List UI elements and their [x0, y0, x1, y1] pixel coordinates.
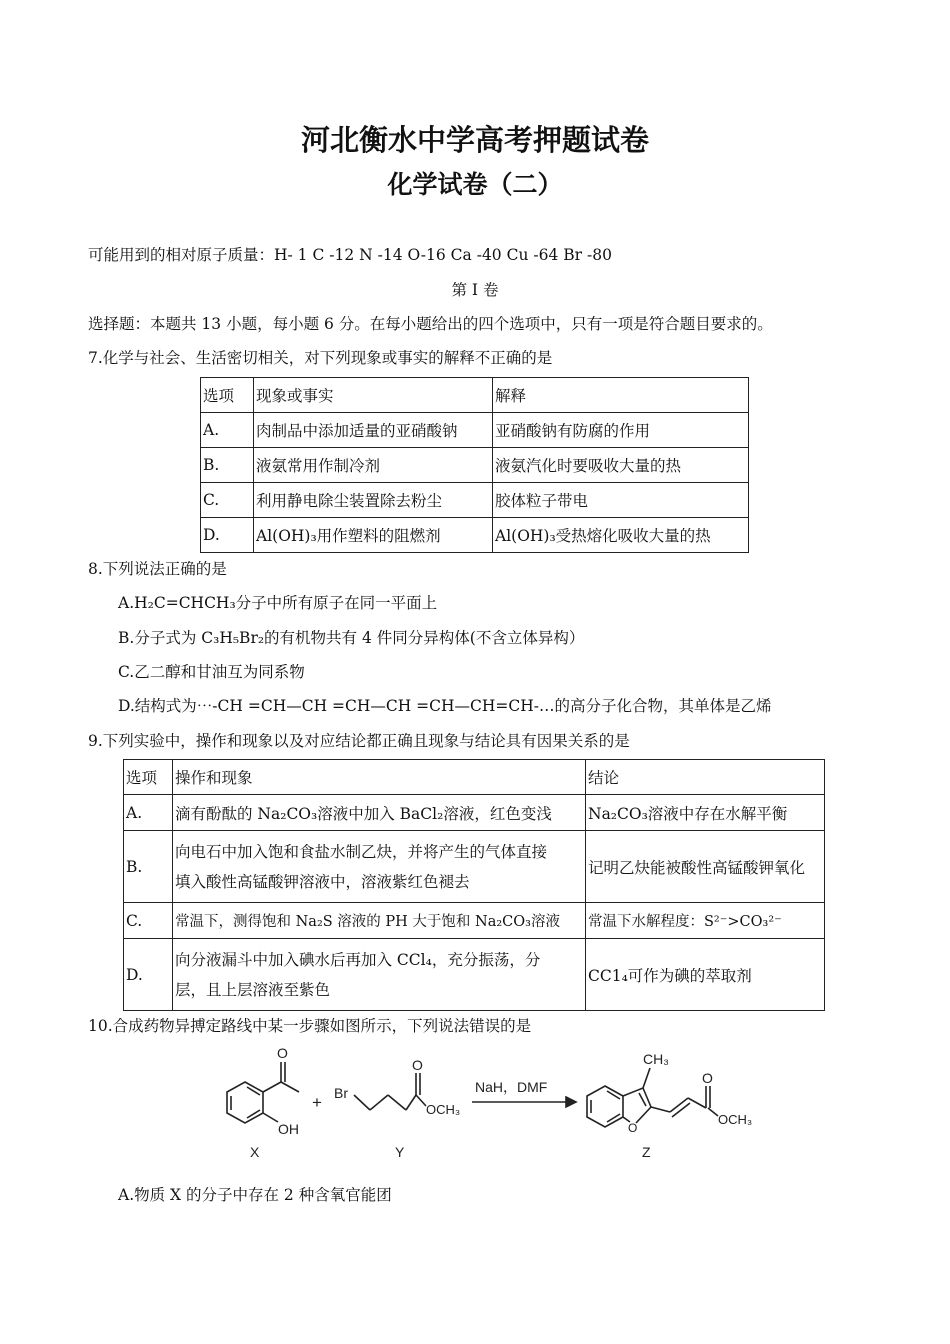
y-br-label: Br [334, 1085, 348, 1101]
y-carbonyl-o: O [412, 1057, 423, 1073]
table-cell: 液氨汽化时要吸收大量的热 [493, 448, 749, 483]
table-cell [173, 831, 586, 903]
q8-option-a: A.H₂C=CHCH₃分子中所有原子在同一平面上 [118, 594, 438, 612]
volume-label: 第 I 卷 [451, 281, 499, 299]
table-cell: 解释 [493, 378, 749, 413]
table-row [201, 378, 749, 413]
q8-option-b: B.分子式为 C₃H₅Br₂的有机物共有 4 件同分异构体(不含立体异构） [118, 629, 585, 647]
table-cell: 操作和现象 [173, 760, 586, 795]
table-cell: 胶体粒子带电 [493, 483, 749, 518]
table-cell: Al(OH)₃受热熔化吸收大量的热 [493, 518, 749, 553]
table-row [124, 831, 825, 903]
table-cell: C. [124, 903, 173, 939]
table-cell: 现象或事实 [254, 378, 493, 413]
table-row [124, 939, 825, 1011]
cell-line: 向电石中加入饱和食盐水制乙炔，并将产生的气体直接 [175, 842, 548, 861]
z-methyl-label: CH₃ [643, 1051, 669, 1067]
molecule-y [334, 1057, 460, 1160]
z-label: Z [642, 1144, 651, 1160]
molecule-z [587, 1051, 752, 1160]
reaction-arrow [472, 1079, 576, 1107]
table-cell: 选项 [124, 760, 173, 795]
q10-stem: 10.合成药物异搏定路线中某一步骤如图所示，下列说法错误的是 [88, 1017, 532, 1035]
table-cell: D. [124, 939, 173, 1011]
table-cell: A. [201, 413, 254, 448]
x-oh-label: OH [278, 1121, 299, 1137]
table-cell: D. [201, 518, 254, 553]
reaction-scheme [210, 1040, 790, 1170]
cell-line: 填入酸性高锰酸钾溶液中，溶液紫红色褪去 [175, 872, 470, 891]
z-carbonyl-o: O [702, 1070, 713, 1086]
table-cell: CC1₄可作为碘的萃取剂 [586, 939, 825, 1011]
q9-stem: 9.下列实验中，操作和现象以及对应结论都正确且现象与结论具有因果关系的是 [88, 732, 630, 750]
plus-sign: + [312, 1093, 322, 1112]
table-cell [173, 939, 586, 1011]
atomic-masses: 可能用到的相对原子质量：H- 1 C -12 N -14 O-16 Ca -40 Cu -64 Br -80 [88, 246, 612, 264]
x-label: X [250, 1144, 260, 1160]
x-carbonyl-o: O [277, 1045, 288, 1061]
table-cell: 亚硝酸钠有防腐的作用 [493, 413, 749, 448]
instructions: 选择题：本题共 13 小题，每小题 6 分。在每小题给出的四个选项中，只有一项是符合题目要求的。 [88, 315, 773, 333]
q7-stem: 7.化学与社会、生活密切相关，对下列现象或事实的解释不正确的是 [88, 349, 553, 367]
cell-line: 向分液漏斗中加入碘水后再加入 CCl₄，充分振荡，分 [175, 950, 541, 969]
q8-option-c: C.乙二醇和甘油互为同系物 [118, 663, 305, 681]
table-row [124, 795, 825, 831]
q7-table [200, 377, 749, 553]
q8-option-d: D.结构式为⋯-CH =CH—CH =CH—CH =CH—CH=CH-…的高分子化合物，其单体是乙烯 [118, 697, 772, 715]
table-cell: 记明乙炔能被酸性高锰酸钾氧化 [586, 831, 825, 903]
table-cell: 常温下，测得饱和 Na₂S 溶液的 PH 大于饱和 Na₂CO₃溶液 [173, 903, 586, 939]
q9-table [123, 759, 825, 1011]
table-cell: Al(OH)₃用作塑料的阻燃剂 [254, 518, 493, 553]
table-cell: 常温下水解程度：S²⁻>CO₃²⁻ [586, 903, 825, 939]
exam-title: 河北衡水中学高考押题试卷 [300, 123, 649, 157]
table-row [201, 413, 749, 448]
exam-subtitle: 化学试卷（二） [387, 170, 563, 199]
table-cell: Na₂CO₃溶液中存在水解平衡 [586, 795, 825, 831]
table-row [124, 760, 825, 795]
table-cell: 滴有酚酞的 Na₂CO₃溶液中加入 BaCl₂溶液，红色变浅 [173, 795, 586, 831]
y-label: Y [395, 1144, 405, 1160]
table-cell: B. [201, 448, 254, 483]
table-row [201, 483, 749, 518]
y-ester-label: OCH₃ [426, 1102, 461, 1117]
cell-line: 层，且上层溶液至紫色 [175, 980, 331, 999]
table-cell: 选项 [201, 378, 254, 413]
reagents-label: NaH，DMF [475, 1079, 548, 1095]
z-ring-o: O [628, 1121, 638, 1135]
table-cell: B. [124, 831, 173, 903]
q8-stem: 8.下列说法正确的是 [88, 560, 227, 578]
table-cell: A. [124, 795, 173, 831]
table-row [124, 903, 825, 939]
table-cell: 利用静电除尘装置除去粉尘 [254, 483, 493, 518]
q10-option-a: A.物质 X 的分子中存在 2 种含氧官能团 [118, 1186, 392, 1204]
z-ester-label: OCH₃ [718, 1112, 753, 1127]
table-row [201, 518, 749, 553]
table-cell: 液氨常用作制冷剂 [254, 448, 493, 483]
table-cell: 结论 [586, 760, 825, 795]
table-row [201, 448, 749, 483]
molecule-x [227, 1045, 299, 1160]
table-cell: C. [201, 483, 254, 518]
table-cell: 肉制品中添加适量的亚硝酸钠 [254, 413, 493, 448]
